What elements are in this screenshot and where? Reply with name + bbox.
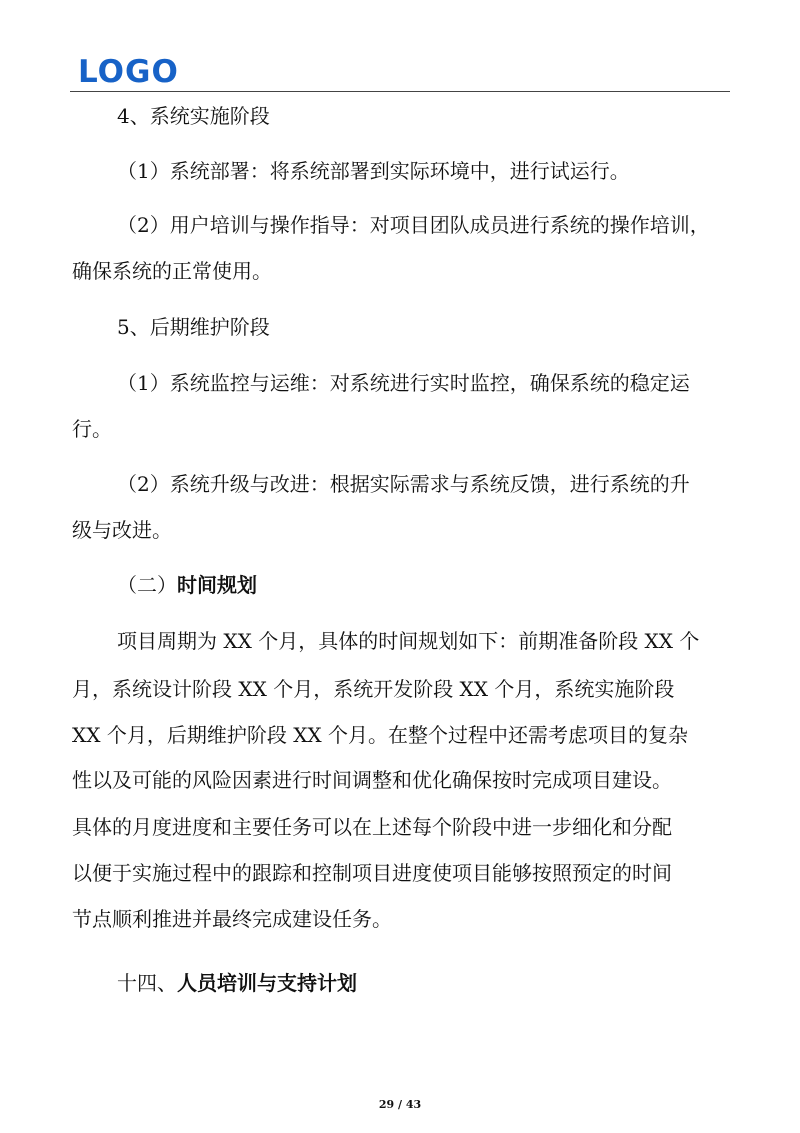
paragraph-line: 项目周期为 XX 个月，具体的时间规划如下：前期准备阶段 XX 个 xyxy=(117,629,700,653)
subheading-time-plan xyxy=(117,572,257,598)
paragraph-line: （1）系统监控与运维：对系统进行实时监控，确保系统的稳定运 xyxy=(117,371,690,395)
paragraph-line: （1）系统部署：将系统部署到实际环境中，进行试运行。 xyxy=(117,159,630,183)
paragraph-line: 节点顺利推进并最终完成建设任务。 xyxy=(72,907,392,931)
subheading-title: 时间规划 xyxy=(177,573,257,597)
section-heading-implementation: 4、系统实施阶段 xyxy=(117,104,270,128)
paragraph-line: XX 个月，后期维护阶段 XX 个月。在整个过程中还需考虑项目的复杂 xyxy=(72,723,689,747)
subheading-prefix: （二） xyxy=(117,573,177,597)
paragraph-line: 级与改进。 xyxy=(72,518,172,542)
page-number: 29 / 43 xyxy=(378,1098,422,1111)
logo: LOGO xyxy=(78,54,179,90)
chapter-heading xyxy=(117,970,357,996)
paragraph-line: 以便于实施过程中的跟踪和控制项目进度使项目能够按照预定的时间 xyxy=(72,861,672,885)
paragraph-line: 确保系统的正常使用。 xyxy=(72,259,272,283)
chapter-title: 人员培训与支持计划 xyxy=(177,971,357,995)
paragraph-line: （2）用户培训与操作指导：对项目团队成员进行系统的操作培训， xyxy=(117,213,710,237)
header-divider xyxy=(70,91,730,92)
paragraph-line: 月，系统设计阶段 XX 个月，系统开发阶段 XX 个月，系统实施阶段 xyxy=(72,677,675,701)
chapter-prefix: 十四、 xyxy=(117,971,177,995)
paragraph-line: 性以及可能的风险因素进行时间调整和优化确保按时完成项目建设。 xyxy=(72,768,672,792)
section-heading-maintenance: 5、后期维护阶段 xyxy=(117,315,270,339)
paragraph-line: 具体的月度进度和主要任务可以在上述每个阶段中进一步细化和分配 xyxy=(72,815,672,839)
paragraph-line: 行。 xyxy=(72,417,112,441)
paragraph-line: （2）系统升级与改进：根据实际需求与系统反馈，进行系统的升 xyxy=(117,472,690,496)
